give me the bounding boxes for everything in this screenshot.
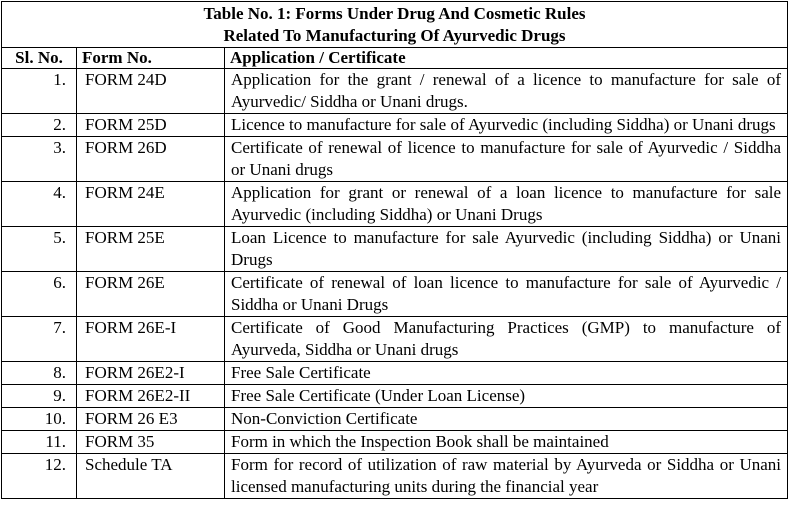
table-row [2,454,788,499]
table-row [2,362,788,385]
forms-table [1,1,788,499]
cell-sl-no: 7. [2,317,77,362]
table-caption-row [2,2,788,48]
cell-sl-no: 1. [2,69,77,114]
cell-form-no: FORM 26E [77,272,225,317]
cell-sl-no: 6. [2,272,77,317]
header-sl-no: Sl. No. [2,48,77,69]
cell-description: Certificate of Good Manufacturing Practices (GMP) to manufacture of Ayurveda, Siddha or Unani drugs [225,317,788,362]
table-caption [2,2,788,48]
cell-description: Application for grant or renewal of a loan licence to manufacture for sale Ayurvedic (including Siddha) or Unani Drugs [225,182,788,227]
cell-form-no: FORM 26E-I [77,317,225,362]
table-row [2,114,788,137]
cell-form-no: FORM 26E2-II [77,385,225,408]
cell-form-no: FORM 25D [77,114,225,137]
table-row [2,69,788,114]
cell-form-no: Schedule TA [77,454,225,499]
cell-description: Non-Conviction Certificate [225,408,788,431]
table-title-line-2: Related To Manufacturing Of Ayurvedic Drugs [223,26,566,45]
cell-form-no: FORM 24D [77,69,225,114]
cell-description: Free Sale Certificate [225,362,788,385]
cell-sl-no: 9. [2,385,77,408]
table-title-line-1: Table No. 1: Forms Under Drug And Cosmetic Rules [203,4,586,23]
table-row [2,182,788,227]
cell-description: Form for record of utilization of raw material by Ayurveda or Siddha or Unani licensed manufacturing units during the financial year [225,454,788,499]
header-application: Application / Certificate [225,48,788,69]
cell-description: Licence to manufacture for sale of Ayurvedic (including Siddha) or Unani drugs [225,114,788,137]
cell-sl-no: 11. [2,431,77,454]
table-row [2,408,788,431]
header-form-no: Form No. [77,48,225,69]
cell-sl-no: 5. [2,227,77,272]
cell-description: Loan Licence to manufacture for sale Ayurvedic (including Siddha) or Unani Drugs [225,227,788,272]
cell-description: Form in which the Inspection Book shall be maintained [225,431,788,454]
cell-sl-no: 10. [2,408,77,431]
cell-form-no: FORM 26D [77,137,225,182]
table-row [2,227,788,272]
cell-description: Application for the grant / renewal of a licence to manufacture for sale of Ayurvedic/ Siddha or Unani drugs. [225,69,788,114]
cell-sl-no: 3. [2,137,77,182]
table-row [2,431,788,454]
cell-description: Certificate of renewal of loan licence to manufacture for sale of Ayurvedic / Siddha or Unani Drugs [225,272,788,317]
cell-sl-no: 12. [2,454,77,499]
table-row [2,272,788,317]
cell-description: Free Sale Certificate (Under Loan License) [225,385,788,408]
cell-form-no: FORM 26 E3 [77,408,225,431]
table-row [2,385,788,408]
cell-sl-no: 8. [2,362,77,385]
cell-sl-no: 4. [2,182,77,227]
cell-form-no: FORM 26E2-I [77,362,225,385]
table-header-row [2,48,788,69]
forms-table-container [1,1,787,499]
table-row [2,137,788,182]
cell-form-no: FORM 24E [77,182,225,227]
cell-form-no: FORM 35 [77,431,225,454]
table-row [2,317,788,362]
cell-sl-no: 2. [2,114,77,137]
cell-description: Certificate of renewal of licence to manufacture for sale of Ayurvedic / Siddha or Unani drugs [225,137,788,182]
cell-form-no: FORM 25E [77,227,225,272]
